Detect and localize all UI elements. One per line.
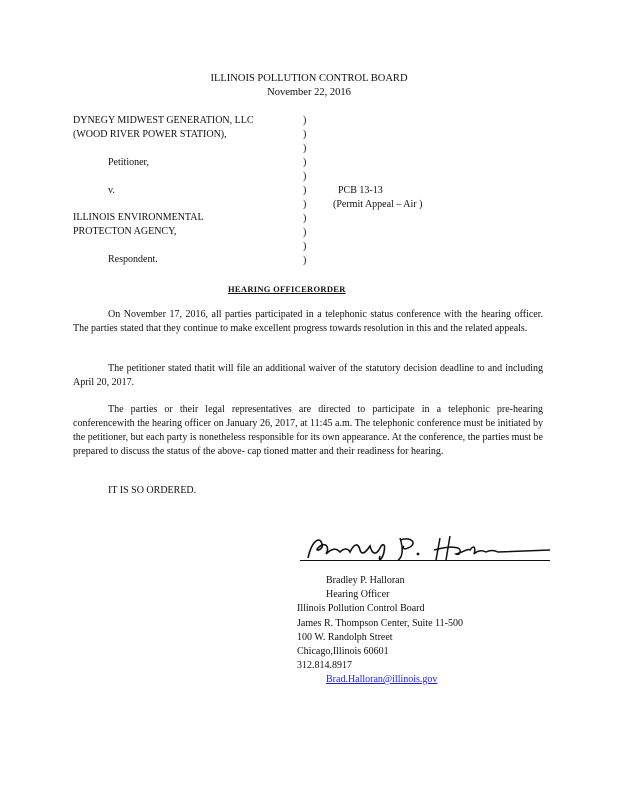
paragraph-prehearing-conference: The parties or their legal representatives are directed to participate in a telephonic pre-hearing conferencewith the hearing officer on January 26, 2017, at 11:45 a.m. The telephonic conference must be initiated by the petitioner, but each party is nonetheless responsible for its own appearance. At the conference, the parties must be prepared to discuss the status of the above- cap tioned matter and their readiness for hearing.	[73, 404, 543, 457]
address-line-1: James R. Thompson Center, Suite 11-500	[297, 618, 463, 629]
caption-paren: )	[303, 171, 307, 182]
address-city: Chicago,Illinois 60601	[297, 646, 389, 657]
order-heading: HEARING OFFICERORDER	[228, 284, 346, 294]
address-line-2: 100 W. Randolph Street	[297, 632, 393, 643]
caption-paren: )	[303, 241, 307, 252]
petitioner-name-line-1: DYNEGY MIDWEST GENERATION, LLC	[73, 115, 254, 126]
case-type: (Permit Appeal – Air )	[333, 199, 423, 210]
signer-name: Bradley P. Halloran	[326, 575, 405, 586]
caption-paren: )	[303, 129, 307, 140]
paragraph-status-conference: On November 17, 2016, all parties participated in a telephonic status conference with the hearing officer. The parties stated that they continue to make excellent progress towards resolution in this and the related appeals.	[73, 309, 543, 334]
paragraph-so-ordered: IT IS SO ORDERED.	[108, 485, 197, 496]
respondent-name-line-1: ILLINOIS ENVIRONMENTAL	[73, 212, 204, 223]
caption-paren: )	[303, 143, 307, 154]
versus-label: v.	[108, 185, 115, 196]
respondent-role: Respondent.	[108, 254, 158, 265]
respondent-name-line-2: PROTECTON AGENCY,	[73, 226, 177, 237]
caption-paren: )	[303, 157, 307, 168]
case-number: PCB 13-13	[338, 185, 383, 196]
signer-organization: Illinois Pollution Control Board	[297, 603, 425, 614]
petitioner-name-line-2: (WOOD RIVER POWER STATION),	[73, 129, 227, 140]
caption-paren: )	[303, 199, 307, 210]
order-date: November 22, 2016	[267, 87, 351, 98]
signature-line	[300, 560, 550, 561]
caption-paren: )	[303, 227, 307, 238]
caption-paren: )	[303, 255, 307, 266]
caption-paren: )	[303, 185, 307, 196]
petitioner-role: Petitioner,	[108, 157, 149, 168]
caption-paren: )	[303, 115, 307, 126]
phone-number: 312.814.8917	[297, 660, 352, 671]
signer-title: Hearing Officer	[326, 589, 390, 600]
board-title: ILLINOIS POLLUTION CONTROL BOARD	[210, 73, 408, 84]
caption-paren: )	[303, 213, 307, 224]
paragraph-waiver: The petitioner stated thatit will file an additional waiver of the statutory decision deadline to and including April 20, 2017.	[73, 363, 543, 388]
email-link[interactable]: Brad.Halloran@illinois.gov	[326, 674, 438, 685]
